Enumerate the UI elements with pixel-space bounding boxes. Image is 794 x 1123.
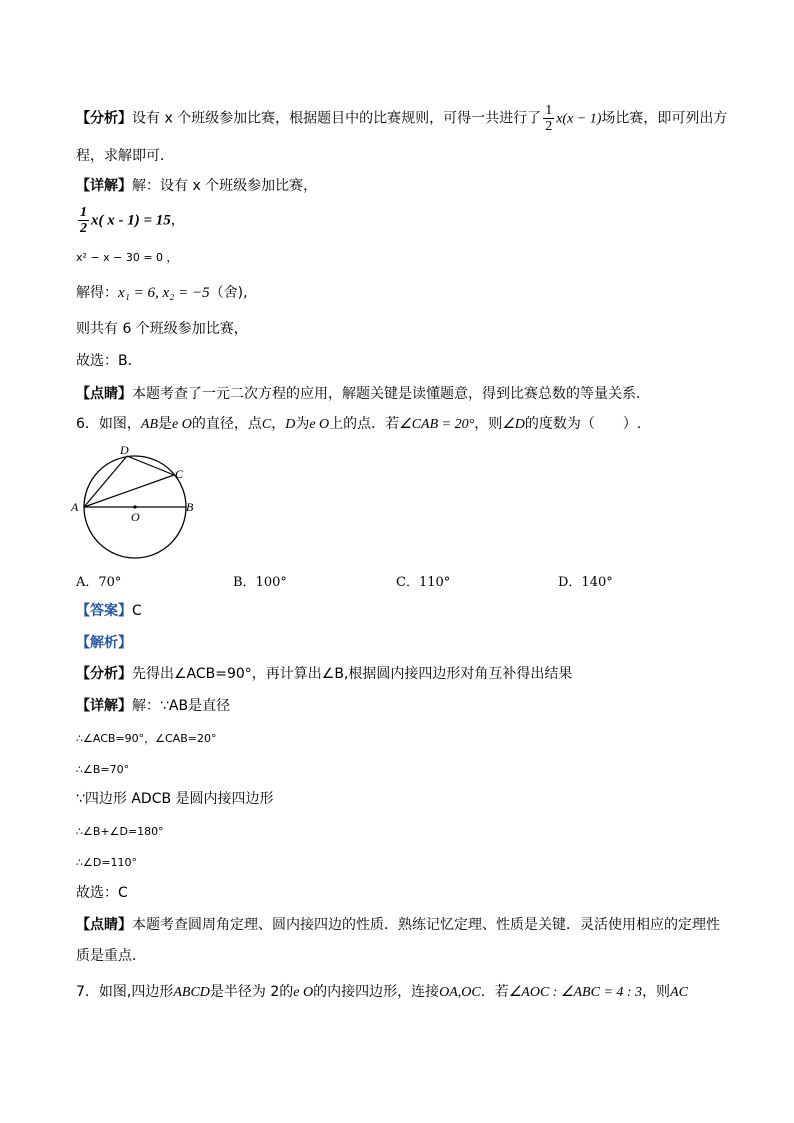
q6-step-4: ∴∠B+∠D=180° [76,825,164,838]
detail-text: 解：设有 x 个班级参加比赛， [132,178,318,194]
q5-analysis-line [76,103,727,134]
stem-circle: e O [309,417,330,432]
analysis-text: 设有 x 个班级参加比赛，根据题目中的比赛规则，可得一共进行了 [132,110,542,127]
label-b: B [186,500,194,514]
solve-tail: （舍), [209,285,248,301]
solve-expression: x₁ = 6, x₂ = −5 [118,285,210,301]
stem-text: ．若 [480,984,509,1000]
stem-text: 为 [295,416,310,432]
center-point [133,505,136,508]
option-d: D．140° [558,575,613,590]
stem-text: ， [271,416,286,432]
stem-ab: AB [140,417,159,432]
q6-comment-line2: 质是重点． [76,948,146,964]
q5-comment-line [76,384,650,404]
stem-ratio: ∠AOC : ∠ABC = 4 : 3 [508,985,643,1000]
explain-tag: 【解析】 [76,635,132,651]
label-a: A [71,500,79,514]
detail-tag: 【详解】 [76,698,132,714]
q6-step-3: ∵四边形 ADCB 是圆内接四边形 [76,791,274,807]
stem-text: 7．如图,四边形 [76,984,174,1000]
q6-stem [76,414,641,435]
stem-angle-d: ∠D [502,417,525,432]
q5-equation-2: x² − x − 30 = 0 ， [76,251,178,264]
stem-text: 6．如图， [76,416,141,432]
stem-text: ，则 [474,416,503,432]
q6-step-2: ∴∠B=70° [76,763,130,776]
label-d: D [120,443,129,457]
stem-text: 是 [158,416,173,432]
label-c: C [175,467,184,481]
q6-answer-line [76,601,142,621]
stem-circle: e O [293,985,314,1000]
analysis-expression: x(x − 1) [556,111,602,127]
q6-explain-line [76,633,132,653]
detail-text: 解：∵AB是直径 [132,698,231,714]
stem-circle: e O [172,417,192,432]
equation-expression: x( x - 1) = 15 [91,212,171,229]
answer-value: C [132,603,142,619]
q5-analysis-line2: 程，求解即可． [76,148,174,164]
analysis-text-cont: 场比赛，即可列出方 [601,110,728,127]
option-c: C．110° [396,575,451,590]
q6-step-1: ∴∠ACB=90°，∠CAB=20° [76,732,217,745]
q6-choice: 故选：C [76,885,128,901]
q5-solution-line [76,283,248,303]
circle-figure [66,440,206,565]
q7-stem [76,982,688,1003]
detail-tag: 【详解】 [76,178,132,194]
stem-angle: ∠CAB = 20° [399,417,475,432]
q6-analysis-line [76,664,572,684]
comment-text: 本题考查了一元二次方程的应用，解题关键是读懂题意，得到比赛总数的等量关系． [132,386,650,402]
comment-text: 本题考查圆周角定理、圆内接四边的性质．熟练记忆定理、性质是关键．灵活使用相应的定理性 [132,917,720,933]
q6-detail-line [76,696,230,716]
stem-arc-ac: AC [670,985,688,1000]
fraction-half: $\frac{1}{2}$ [545,103,553,134]
equation-punct: ， [170,212,185,229]
stem-text: 的内接四边形，连接 [313,984,440,1000]
q5-detail-line [76,176,317,196]
comment-tag: 【点睛】 [76,917,132,933]
q5-conclusion: 则共有 6 个班级参加比赛， [76,321,248,337]
q5-equation-1 [76,205,185,236]
option-b: B．100° [233,575,287,590]
stem-text: ，则 [642,984,671,1000]
stem-text: 的直径，点 [191,416,262,432]
stem-text: 上的点．若 [329,416,400,432]
q5-choice: 故选：B． [76,353,142,369]
analysis-tag: 【分析】 [76,666,132,682]
stem-text: 是半径为 2的 [209,984,294,1000]
stem-oa-oc: OA,OC [439,985,481,1000]
stem-point-d: D [285,417,296,432]
q6-comment-line [76,915,720,935]
comment-tag: 【点睛】 [76,386,132,402]
analysis-tag: 【分析】 [76,110,132,127]
solve-label: 解得： [76,285,118,301]
label-o: O [131,510,140,524]
analysis-text: 先得出∠ACB=90°，再计算出∠B,根据圆内接四边形对角互补得出结果 [132,666,573,682]
stem-abcd: ABCD [173,985,210,1000]
q6-step-5: ∴∠D=110° [76,856,138,869]
option-a: A．70° [76,575,122,590]
answer-tag: 【答案】 [76,603,132,619]
equation-fraction: $\frac{1}{2}$ [80,205,87,236]
stem-point-c: C [261,417,272,432]
stem-text: 的度数为（ ）. [524,416,642,432]
